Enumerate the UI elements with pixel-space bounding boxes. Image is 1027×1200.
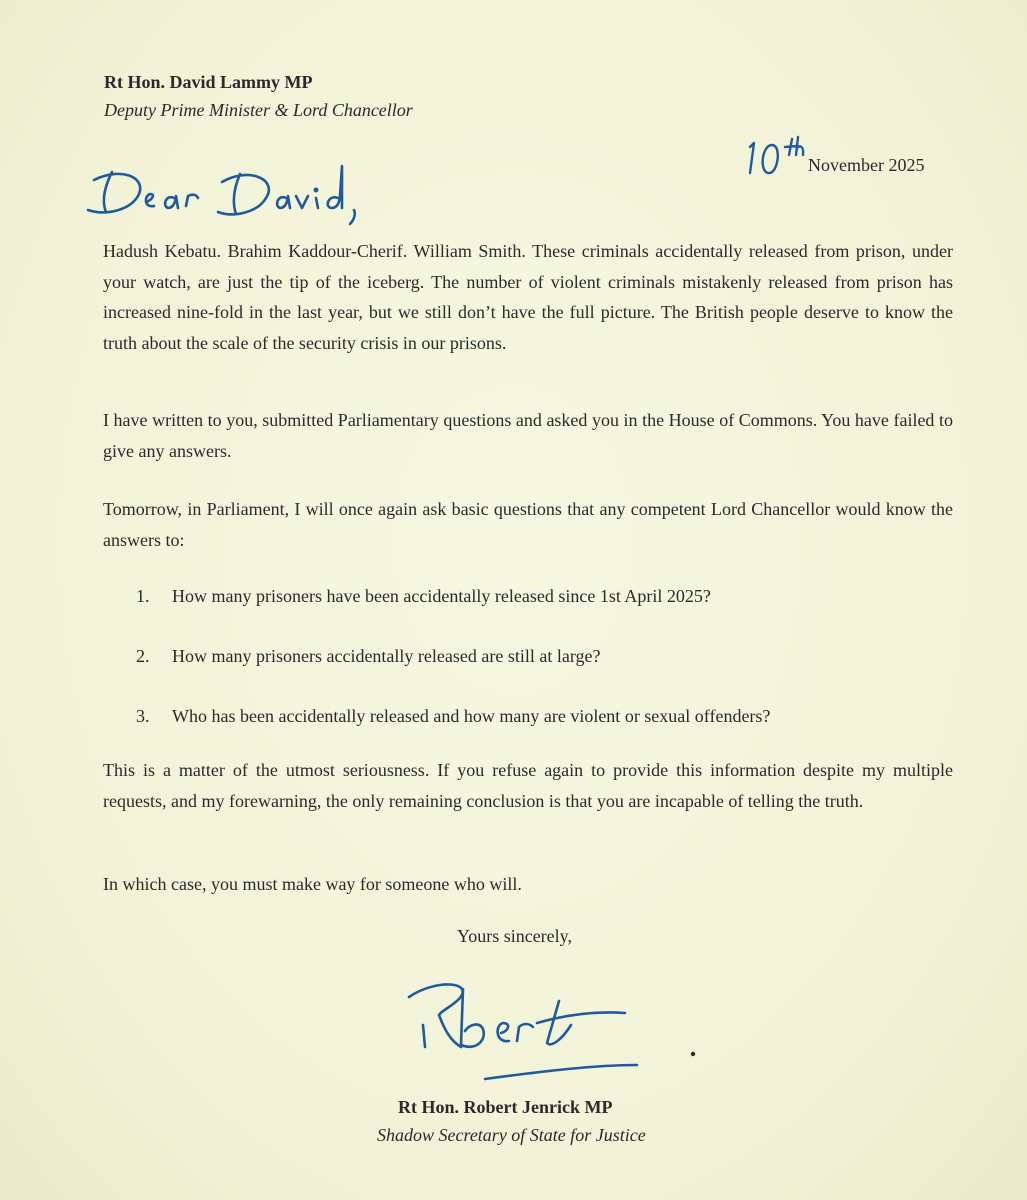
handwritten-salutation [82,160,382,230]
recipient-name: Rt Hon. David Lammy MP [104,72,313,92]
closing: Yours sincerely, [457,926,572,946]
paragraph-3: Tomorrow, in Parliament, I will once again ask basic questions that any competent Lord Chancellor would know the answers to: [103,499,953,550]
question-text: How many prisoners have been accidentally released since 1st April 2025? [172,586,711,606]
question-text: Who has been accidentally released and how many are violent or sexual offenders? [172,706,771,726]
question-text: How many prisoners accidentally released are still at large? [172,646,601,666]
handwritten-date-day [742,133,812,181]
recipient-title: Deputy Prime Minister & Lord Chancellor [104,100,413,120]
question-number: 1. [136,586,150,606]
paragraph-2: I have written to you, submitted Parliamentary questions and asked you in the House of Commons. You have failed to give any answers. [103,410,953,461]
question-number: 2. [136,646,150,666]
question-3 [136,701,770,731]
handwritten-signature [405,975,715,1085]
paragraph-4: This is a matter of the utmost seriousness. If you refuse again to provide this information despite my multiple requests, and my forewarning, the only remaining conclusion is that you are incapable of telling the truth. [103,760,953,811]
paragraph-5: In which case, you must make way for someone who will. [103,874,522,894]
question-2 [136,641,601,671]
paragraph-1: Hadush Kebatu. Brahim Kaddour-Cherif. William Smith. These criminals accidentally released from prison, under your watch, are just the tip of the iceberg. The number of violent criminals mistakenly released from prison has increased nine-fold in the last year, but we still don’t have the full picture. The British people deserve to know the truth about the scale of the security crisis in our prisons. [103,241,953,353]
question-1 [136,581,711,611]
sender-name: Rt Hon. Robert Jenrick MP [398,1097,613,1117]
date-month-year: November 2025 [808,155,925,175]
sender-title: Shadow Secretary of State for Justice [377,1125,646,1145]
question-number: 3. [136,706,150,726]
